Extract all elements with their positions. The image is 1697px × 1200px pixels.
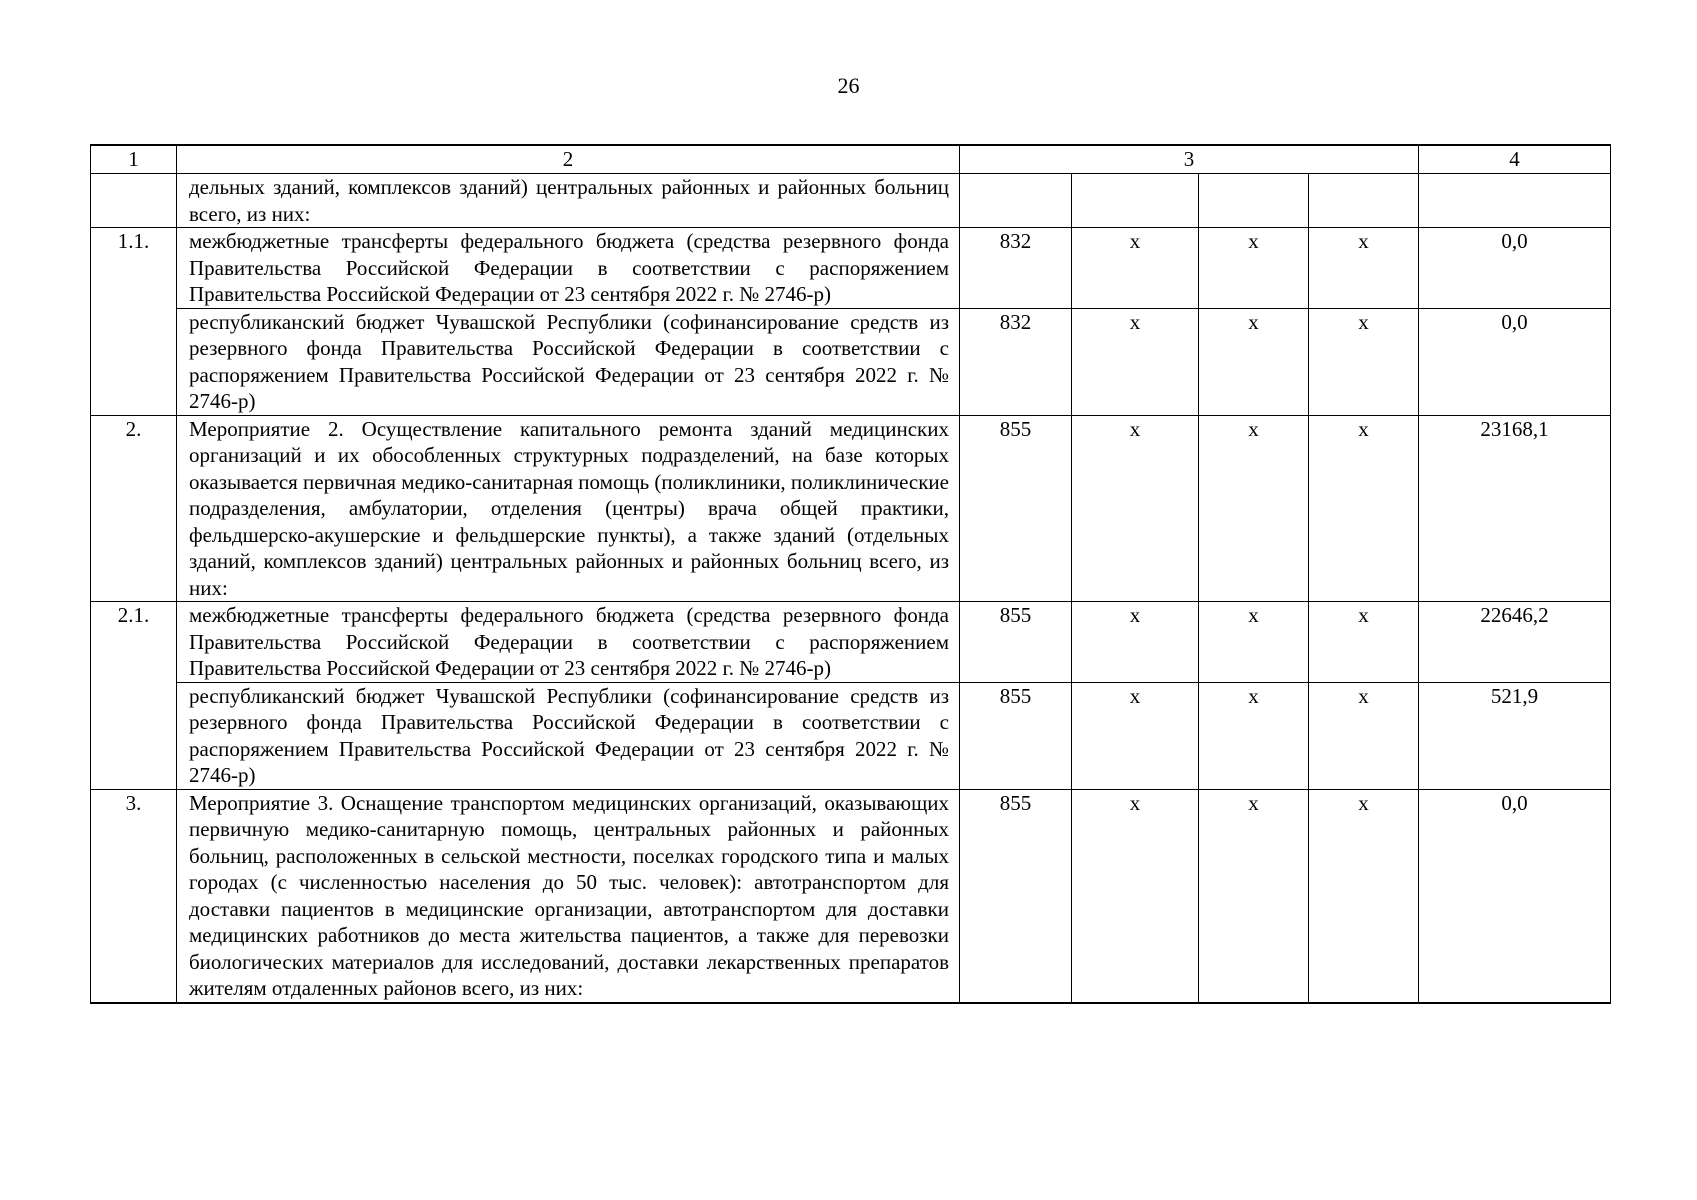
budget-table (90, 144, 1611, 1004)
row-description: Мероприятие 2. Осуществление капитального ремонта зданий медицинских организаций и их обособленных структурных подразделений, на базе которых оказывается первичная медико-санитарная помощь (поликлиники, поликлинические подразделения, амбулатории, отделения (центры) врача общей практики, фельдшерско-акушерские и фельдшерские пункты), а также зданий (отдельных зданий, комплексов зданий) центральных районных и районных больниц всего, из них: (177, 415, 960, 602)
header-col-3: 3 (960, 145, 1419, 174)
row-number (91, 174, 177, 228)
row-x1: x (1072, 682, 1199, 789)
row-description: республиканский бюджет Чувашской Республики (софинансирование средств из резервного фонда Правительства Российской Федерации в соответствии с распоряжением Правительства Российской Федерации от 23 сентября 2022 г. № 2746-р) (177, 682, 960, 789)
row-code: 855 (960, 789, 1072, 1003)
table-row (91, 789, 1611, 1003)
table-row (91, 682, 1611, 789)
row-code (960, 174, 1072, 228)
header-col-1: 1 (91, 145, 177, 174)
row-x2: x (1199, 308, 1309, 415)
header-col-2: 2 (177, 145, 960, 174)
row-x1: x (1072, 415, 1199, 602)
table-row (91, 415, 1611, 602)
row-code: 832 (960, 228, 1072, 309)
table-row (91, 174, 1611, 228)
row-code: 855 (960, 602, 1072, 683)
row-x3: x (1309, 789, 1419, 1003)
row-description: межбюджетные трансферты федерального бюджета (средства резервного фонда Правительства Российской Федерации в соответствии с распоряжением Правительства Российской Федерации от 23 сентября 2022 г. № 2746-р) (177, 228, 960, 309)
row-x1: x (1072, 228, 1199, 309)
row-value: 22646,2 (1419, 602, 1611, 683)
row-description: дельных зданий, комплексов зданий) центральных районных и районных больниц всего, из них: (177, 174, 960, 228)
row-x3: x (1309, 308, 1419, 415)
row-x3: x (1309, 682, 1419, 789)
row-number: 2.1. (91, 602, 177, 790)
row-number: 3. (91, 789, 177, 1003)
row-value: 23168,1 (1419, 415, 1611, 602)
row-code: 855 (960, 682, 1072, 789)
table-row (91, 602, 1611, 683)
row-description: межбюджетные трансферты федерального бюджета (средства резервного фонда Правительства Российской Федерации в соответствии с распоряжением Правительства Российской Федерации от 23 сентября 2022 г. № 2746-р) (177, 602, 960, 683)
row-x1: x (1072, 602, 1199, 683)
row-x2: x (1199, 789, 1309, 1003)
row-x1: x (1072, 789, 1199, 1003)
row-x2: x (1199, 602, 1309, 683)
row-code: 855 (960, 415, 1072, 602)
row-value: 0,0 (1419, 308, 1611, 415)
row-x3 (1309, 174, 1419, 228)
row-x2 (1199, 174, 1309, 228)
row-x1: x (1072, 308, 1199, 415)
row-description: Мероприятие 3. Оснащение транспортом медицинских организаций, оказывающих первичную медико-санитарную помощь, центральных районных и районных больниц, расположенных в сельской местности, поселках городского типа и малых городах (с численностью населения до 50 тыс. человек): автотранспортом для доставки пациентов в медицинские организации, автотранспортом для доставки медицинских работников до места жительства пациентов, а также для перевозки биологических материалов для исследований, доставки лекарственных препаратов жителям отдаленных районов всего, из них: (177, 789, 960, 1003)
row-x3: x (1309, 228, 1419, 309)
row-value: 0,0 (1419, 789, 1611, 1003)
row-code: 832 (960, 308, 1072, 415)
table-row (91, 228, 1611, 309)
row-value: 0,0 (1419, 228, 1611, 309)
table-header-row (91, 145, 1611, 174)
header-col-4: 4 (1419, 145, 1611, 174)
row-x2: x (1199, 682, 1309, 789)
row-number: 2. (91, 415, 177, 602)
table-row (91, 308, 1611, 415)
row-description: республиканский бюджет Чувашской Республики (софинансирование средств из резервного фонда Правительства Российской Федерации в соответствии с распоряжением Правительства Российской Федерации от 23 сентября 2022 г. № 2746-р) (177, 308, 960, 415)
row-number: 1.1. (91, 228, 177, 416)
row-value: 521,9 (1419, 682, 1611, 789)
row-x1 (1072, 174, 1199, 228)
row-x3: x (1309, 602, 1419, 683)
page-number: 26 (837, 73, 860, 98)
row-x2: x (1199, 415, 1309, 602)
row-x2: x (1199, 228, 1309, 309)
row-value (1419, 174, 1611, 228)
row-x3: x (1309, 415, 1419, 602)
